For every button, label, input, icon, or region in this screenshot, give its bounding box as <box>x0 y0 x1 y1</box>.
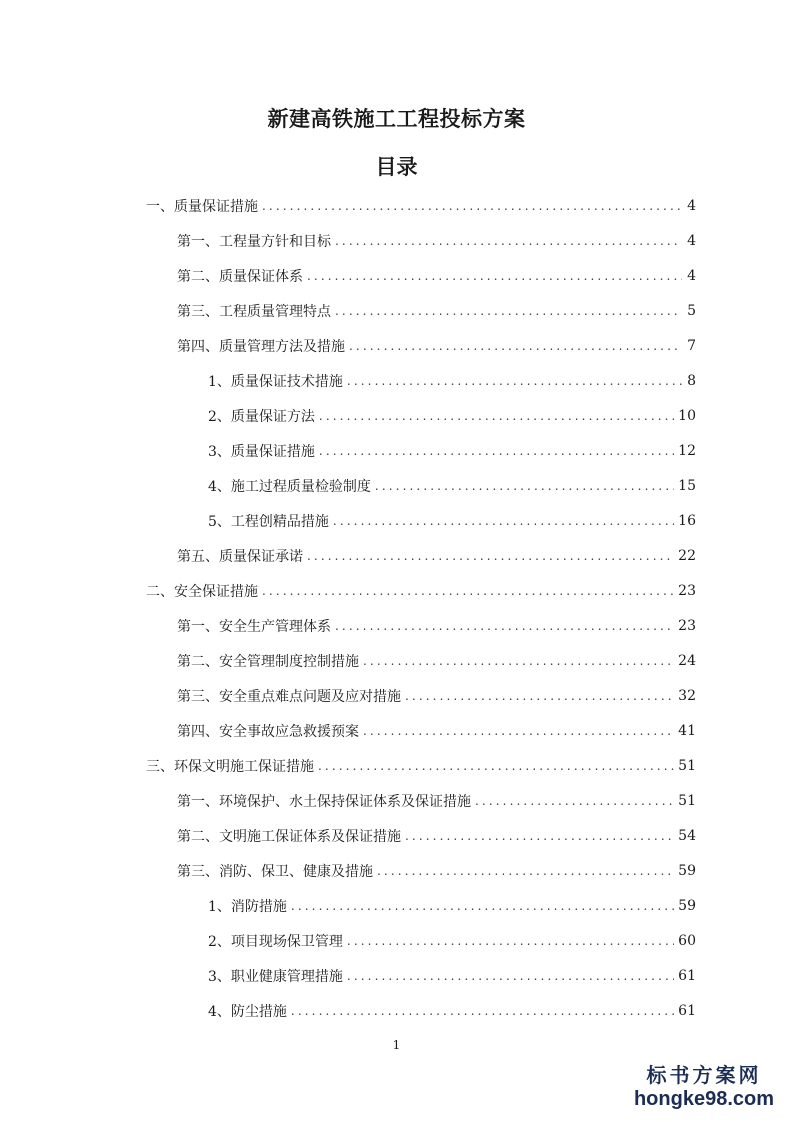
toc-entry[interactable] <box>208 960 696 992</box>
toc-entry-page-number: 41 <box>678 723 696 739</box>
toc-entry-label: 4、防尘措施 <box>208 1004 287 1020</box>
toc-entry-page-number: 5 <box>687 303 696 319</box>
toc-entry-page-number: 60 <box>678 933 696 949</box>
toc-entry[interactable] <box>177 785 696 817</box>
toc-entry-label: 5、工程创精品措施 <box>208 514 329 530</box>
toc-entry-page-number: 24 <box>678 653 696 669</box>
toc-dot-leader <box>405 689 674 703</box>
toc-entry-label: 4、施工过程质量检验制度 <box>208 479 371 495</box>
toc-entry[interactable] <box>208 435 696 467</box>
toc-dot-leader <box>347 374 682 388</box>
toc-entry[interactable] <box>177 260 696 292</box>
toc-entry-page-number: 7 <box>687 338 696 354</box>
toc-entry-page-number: 23 <box>678 618 696 634</box>
toc-entry-page-number: 22 <box>678 548 696 564</box>
toc-entry-label: 3、质量保证措施 <box>208 444 315 460</box>
toc-dot-leader <box>363 654 674 668</box>
toc-entry[interactable] <box>177 295 696 327</box>
toc-dot-leader <box>319 409 674 423</box>
toc-entry-page-number: 23 <box>678 583 696 599</box>
toc-entry-page-number: 51 <box>678 758 696 774</box>
toc-dot-leader <box>347 934 674 948</box>
toc-entry[interactable] <box>208 890 696 922</box>
toc-entry-label: 第三、工程质量管理特点 <box>177 304 331 320</box>
toc-entry-page-number: 12 <box>678 443 696 459</box>
toc-dot-leader <box>335 619 674 633</box>
toc-entry-label: 3、职业健康管理措施 <box>208 969 343 985</box>
document-title: 新建高铁施工工程投标方案 <box>267 106 526 131</box>
toc-entry[interactable] <box>177 855 696 887</box>
toc-dot-leader <box>319 444 674 458</box>
toc-entry-page-number: 54 <box>678 828 696 844</box>
toc-dot-leader <box>377 864 674 878</box>
toc-entry-label: 第一、安全生产管理体系 <box>177 619 331 635</box>
toc-dot-leader <box>335 234 682 248</box>
site-watermark-logo <box>629 1064 779 1110</box>
toc-entry-label: 二、安全保证措施 <box>146 584 258 600</box>
toc-entry[interactable] <box>208 505 696 537</box>
toc-dot-leader <box>363 724 674 738</box>
toc-dot-leader <box>318 759 674 773</box>
toc-dot-leader <box>262 199 682 213</box>
watermark-domain-text: hongke98.com <box>633 1088 775 1110</box>
toc-entry-page-number: 4 <box>687 268 696 284</box>
toc-entry[interactable] <box>177 540 696 572</box>
toc-dot-leader <box>475 794 674 808</box>
toc-entry-label: 第一、工程量方针和目标 <box>177 234 331 250</box>
toc-entry-label: 一、质量保证措施 <box>146 199 258 215</box>
toc-dot-leader <box>333 514 674 528</box>
toc-dot-leader <box>291 1004 674 1018</box>
toc-entry-page-number: 32 <box>678 688 696 704</box>
toc-entry-label: 1、质量保证技术措施 <box>208 374 343 390</box>
toc-entry[interactable] <box>177 610 696 642</box>
toc-entry-label: 第四、质量管理方法及措施 <box>177 339 345 355</box>
toc-dot-leader <box>307 549 674 563</box>
toc-dot-leader <box>349 339 682 353</box>
page-number: 1 <box>392 1038 401 1052</box>
toc-entry-label: 1、消防措施 <box>208 899 287 915</box>
toc-entry-label: 三、环保文明施工保证措施 <box>146 759 314 775</box>
toc-dot-leader <box>307 269 682 283</box>
toc-heading: 目录 <box>375 154 418 179</box>
toc-dot-leader <box>291 899 674 913</box>
toc-entry[interactable] <box>208 995 696 1027</box>
toc-entry[interactable] <box>146 750 696 782</box>
toc-entry[interactable] <box>177 645 696 677</box>
toc-entry[interactable] <box>208 365 696 397</box>
toc-entry-label: 2、质量保证方法 <box>208 409 315 425</box>
toc-entry-label: 第一、环境保护、水土保持保证体系及保证措施 <box>177 794 471 810</box>
toc-entry-label: 第五、质量保证承诺 <box>177 549 303 565</box>
toc-dot-leader <box>347 969 674 983</box>
toc-entry-page-number: 61 <box>678 1003 696 1019</box>
toc-entry-page-number: 4 <box>687 233 696 249</box>
toc-entry-page-number: 59 <box>678 898 696 914</box>
toc-entry-page-number: 59 <box>678 863 696 879</box>
toc-entry-page-number: 4 <box>687 198 696 214</box>
toc-entry[interactable] <box>146 575 696 607</box>
toc-entry-label: 第三、安全重点难点问题及应对措施 <box>177 689 401 705</box>
toc-entry[interactable] <box>177 715 696 747</box>
toc-entry[interactable] <box>146 190 696 222</box>
toc-entry-label: 第四、安全事故应急救援预案 <box>177 724 359 740</box>
toc-entry-label: 第二、文明施工保证体系及保证措施 <box>177 829 401 845</box>
toc-entry[interactable] <box>208 925 696 957</box>
toc-entry-label: 2、项目现场保卫管理 <box>208 934 343 950</box>
toc-entry-label: 第三、消防、保卫、健康及措施 <box>177 864 373 880</box>
toc-entry-page-number: 51 <box>678 793 696 809</box>
toc-entry-page-number: 15 <box>678 478 696 494</box>
toc-dot-leader <box>262 584 674 598</box>
toc-entry-page-number: 61 <box>678 968 696 984</box>
toc-entry-label: 第二、质量保证体系 <box>177 269 303 285</box>
toc-entry[interactable] <box>208 400 696 432</box>
toc-entry[interactable] <box>177 330 696 362</box>
toc-entry-page-number: 16 <box>678 513 696 529</box>
toc-dot-leader <box>375 479 674 493</box>
toc-entry[interactable] <box>177 225 696 257</box>
toc-dot-leader <box>405 829 674 843</box>
toc-entry[interactable] <box>208 470 696 502</box>
toc-dot-leader <box>335 304 682 318</box>
toc-entry-label: 第二、安全管理制度控制措施 <box>177 654 359 670</box>
toc-entry-page-number: 8 <box>687 373 696 389</box>
toc-entry[interactable] <box>177 820 696 852</box>
toc-entry-page-number: 10 <box>678 408 696 424</box>
watermark-chinese-text: 标书方案网 <box>646 1065 762 1087</box>
toc-entry[interactable] <box>177 680 696 712</box>
